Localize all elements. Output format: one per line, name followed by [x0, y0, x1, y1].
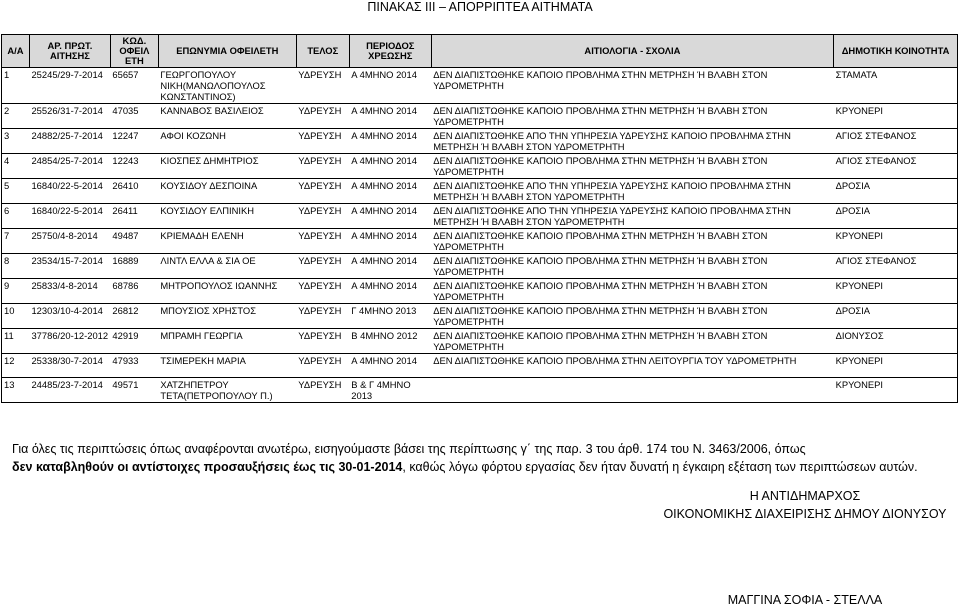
row-number: 2 [2, 104, 30, 129]
debtor-name: ΜΗΤΡΟΠΟΥΛΟΣ ΙΩΑΝΝΗΣ [158, 279, 296, 304]
page-title: ΠΙΝΑΚΑΣ ΙΙΙ – ΑΠΟΡΡΙΠΤΕΑ ΑΙΤΗΜΑΤΑ [367, 0, 593, 14]
signature-title-1: Η ΑΝΤΙΔΗΜΑΡΧΟΣ [749, 489, 861, 503]
reason-text: ΔΕΝ ΔΙΑΠΙΣΤΩΘΗΚΕ ΚΑΠΟΙΟ ΠΡΟΒΛΗΜΑ ΣΤΗΝ ΜΕΤΡΗΣΗ Ή ΒΛΑΒΗ ΣΤΟΝ ΥΔΡΟΜΕΤΡΗΤΗ [431, 304, 833, 329]
community-name: ΑΓΙΟΣ ΣΤΕΦΑΝΟΣ [834, 154, 958, 179]
fee-type: ΥΔΡΕΥΣΗ [296, 68, 349, 104]
fee-type: ΥΔΡΕΥΣΗ [296, 354, 349, 378]
table-row [2, 204, 958, 229]
community-name: ΚΡΥΟΝΕΡΙ [834, 229, 958, 254]
debtor-code: 26812 [110, 304, 158, 329]
debtor-code: 49571 [110, 378, 158, 403]
protocol-number: 25526/31-7-2014 [29, 104, 110, 129]
table-row [2, 229, 958, 254]
community-name: ΚΡΥΟΝΕΡΙ [834, 378, 958, 403]
community-name: ΔΙΟΝΥΣΟΣ [834, 329, 958, 354]
billing-period: Α 4ΜΗΝΟ 2014 [349, 154, 431, 179]
reason-text: ΔΕΝ ΔΙΑΠΙΣΤΩΘΗΚΕ ΚΑΠΟΙΟ ΠΡΟΒΛΗΜΑ ΣΤΗΝ ΜΕΤΡΗΣΗ Ή ΒΛΑΒΗ ΣΤΟΝ ΥΔΡΟΜΕΤΡΗΤΗ [431, 229, 833, 254]
reason-text: ΔΕΝ ΔΙΑΠΙΣΤΩΘΗΚΕ ΚΑΠΟΙΟ ΠΡΟΒΛΗΜΑ ΣΤΗΝ ΜΕΤΡΗΣΗ Ή ΒΛΑΒΗ ΣΤΟΝ ΥΔΡΟΜΕΤΡΗΤΗ [431, 254, 833, 279]
protocol-number: 24485/23-7-2014 [29, 378, 110, 403]
row-number: 5 [2, 179, 30, 204]
reason-text: ΔΕΝ ΔΙΑΠΙΣΤΩΘΗΚΕ ΚΑΠΟΙΟ ΠΡΟΒΛΗΜΑ ΣΤΗΝ ΜΕΤΡΗΣΗ Ή ΒΛΑΒΗ ΣΤΟΝ ΥΔΡΟΜΕΤΡΗΤΗ [431, 279, 833, 304]
debtor-name: ΤΣΙΜΕΡΕΚΗ ΜΑΡΙΑ [158, 354, 296, 378]
header-billing-period: ΠΕΡΙΟΔΟΣ ΧΡΕΩΣΗΣ [349, 35, 431, 68]
debtor-code: 42919 [110, 329, 158, 354]
table-header-row [2, 35, 958, 68]
header-protocol-number: ΑΡ. ΠΡΩΤ. ΑΙΤΗΣΗΣ [29, 35, 110, 68]
debtor-code: 68786 [110, 279, 158, 304]
table-row [2, 104, 958, 129]
billing-period: Α 4ΜΗΝΟ 2014 [349, 204, 431, 229]
reason-text: ΔΕΝ ΔΙΑΠΙΣΤΩΘΗΚΕ ΚΑΠΟΙΟ ΠΡΟΒΛΗΜΑ ΣΤΗΝ ΜΕΤΡΗΣΗ Ή ΒΛΑΒΗ ΣΤΟΝ ΥΔΡΟΜΕΤΡΗΤΗ [431, 329, 833, 354]
debtor-code: 47933 [110, 354, 158, 378]
reason-text: ΔΕΝ ΔΙΑΠΙΣΤΩΘΗΚΕ ΚΑΠΟΙΟ ΠΡΟΒΛΗΜΑ ΣΤΗΝ ΜΕΤΡΗΣΗ Ή ΒΛΑΒΗ ΣΤΟΝ ΥΔΡΟΜΕΤΡΗΤΗ [431, 104, 833, 129]
fee-type: ΥΔΡΕΥΣΗ [296, 254, 349, 279]
protocol-number: 24854/25-7-2014 [29, 154, 110, 179]
debtor-name: ΚΑΝΝΑΒΟΣ ΒΑΣΙΛΕΙΟΣ [158, 104, 296, 129]
debtor-name: ΜΠΡΑΜΗ ΓΕΩΡΓΙΑ [158, 329, 296, 354]
row-number: 6 [2, 204, 30, 229]
fee-type: ΥΔΡΕΥΣΗ [296, 154, 349, 179]
reason-text: ΔΕΝ ΔΙΑΠΙΣΤΩΘΗΚΕ ΑΠΟ ΤΗΝ ΥΠΗΡΕΣΙΑ ΥΔΡΕΥΣΗΣ ΚΑΠΟΙΟ ΠΡΟΒΛΗΜΑ ΣΤΗΝ ΜΕΤΡΗΣΗ Ή ΒΛΑΒΗ ΣΤΟΝ ΥΔΡΟΜΕΤΡΗΤΗ [431, 179, 833, 204]
footer-line-2 [12, 458, 958, 476]
debtor-code: 65657 [110, 68, 158, 104]
reason-text [431, 378, 833, 403]
debtor-name: ΜΠΟΥΣΙΟΣ ΧΡΗΣΤΟΣ [158, 304, 296, 329]
row-number: 9 [2, 279, 30, 304]
fee-type: ΥΔΡΕΥΣΗ [296, 204, 349, 229]
protocol-number: 12303/10-4-2014 [29, 304, 110, 329]
billing-period: Α 4ΜΗΝΟ 2014 [349, 68, 431, 104]
reason-text: ΔΕΝ ΔΙΑΠΙΣΤΩΘΗΚΕ ΑΠΟ ΤΗΝ ΥΠΗΡΕΣΙΑ ΥΔΡΕΥΣΗΣ ΚΑΠΟΙΟ ΠΡΟΒΛΗΜΑ ΣΤΗΝ ΜΕΤΡΗΣΗ Ή ΒΛΑΒΗ ΣΤΟΝ ΥΔΡΟΜΕΤΡΗΤΗ [431, 129, 833, 154]
protocol-number: 16840/22-5-2014 [29, 204, 110, 229]
community-name: ΑΓΙΟΣ ΣΤΕΦΑΝΟΣ [834, 254, 958, 279]
table-row [2, 68, 958, 104]
table-row [2, 329, 958, 354]
billing-period: Β 4ΜΗΝΟ 2012 [349, 329, 431, 354]
community-name: ΚΡΥΟΝΕΡΙ [834, 354, 958, 378]
billing-period: Α 4ΜΗΝΟ 2014 [349, 279, 431, 304]
debtor-name: ΚΙΟΣΠΕΣ ΔΗΜΗΤΡΙΟΣ [158, 154, 296, 179]
debtor-code: 16889 [110, 254, 158, 279]
row-number: 1 [2, 68, 30, 104]
community-name: ΚΡΥΟΝΕΡΙ [834, 104, 958, 129]
table-row [2, 254, 958, 279]
community-name: ΔΡΟΣΙΑ [834, 204, 958, 229]
fee-type: ΥΔΡΕΥΣΗ [296, 179, 349, 204]
debtor-name: ΚΡΙΕΜΑΔΗ ΕΛΕΝΗ [158, 229, 296, 254]
row-number: 3 [2, 129, 30, 154]
fee-type: ΥΔΡΕΥΣΗ [296, 378, 349, 403]
footer-line-1: Για όλες τις περιπτώσεις όπως αναφέρονται ανωτέρω, εισηγούμαστε βάσει της περίπτωσης γ΄ της παρ. 3 του άρθ. 174 του Ν. 3463/2006, όπως [12, 442, 806, 456]
footer-rest-text: , καθώς λόγω φόρτου εργασίας δεν ήταν δυνατή η έγκαιρη εξέταση των περιπτώσεων αυτών. [402, 460, 918, 474]
fee-type: ΥΔΡΕΥΣΗ [296, 129, 349, 154]
billing-period: Α 4ΜΗΝΟ 2014 [349, 179, 431, 204]
reason-text: ΔΕΝ ΔΙΑΠΙΣΤΩΘΗΚΕ ΚΑΠΟΙΟ ΠΡΟΒΛΗΜΑ ΣΤΗΝ ΜΕΤΡΗΣΗ Ή ΒΛΑΒΗ ΣΤΟΝ ΥΔΡΟΜΕΤΡΗΤΗ [431, 154, 833, 179]
protocol-number: 25833/4-8-2014 [29, 279, 110, 304]
billing-period: Α 4ΜΗΝΟ 2014 [349, 104, 431, 129]
row-number: 13 [2, 378, 30, 403]
debtor-code: 12243 [110, 154, 158, 179]
row-number: 12 [2, 354, 30, 378]
debtor-code: 26411 [110, 204, 158, 229]
rejected-requests-table [1, 34, 958, 403]
debtor-code: 49487 [110, 229, 158, 254]
fee-type: ΥΔΡΕΥΣΗ [296, 304, 349, 329]
debtor-code: 47035 [110, 104, 158, 129]
debtor-name: ΑΦΟΙ ΚΟΖΩΝΗ [158, 129, 296, 154]
community-name: ΑΓΙΟΣ ΣΤΕΦΑΝΟΣ [834, 129, 958, 154]
billing-period: Α 4ΜΗΝΟ 2014 [349, 129, 431, 154]
debtor-code: 26410 [110, 179, 158, 204]
fee-type: ΥΔΡΕΥΣΗ [296, 329, 349, 354]
community-name: ΣΤΑΜΑΤΑ [834, 68, 958, 104]
table-row [2, 378, 958, 403]
signature-title-2: ΟΙΚΟΝΟΜΙΚΗΣ ΔΙΑΧΕΙΡΙΣΗΣ ΔΗΜΟΥ ΔΙΟΝΥΣΟΥ [663, 507, 947, 521]
header-community: ΔΗΜΟΤΙΚΗ ΚΟΙΝΟΤΗΤΑ [834, 35, 958, 68]
table-row [2, 304, 958, 329]
community-name: ΔΡΟΣΙΑ [834, 179, 958, 204]
header-reason: ΑΙΤΙΟΛΟΓΙΑ - ΣΧΟΛΙΑ [431, 35, 833, 68]
billing-period: Β & Γ 4ΜΗΝΟ 2013 [349, 378, 431, 403]
row-number: 7 [2, 229, 30, 254]
header-debtor-code: ΚΩΔ. ΟΦΕΙΛ ΕΤΗ [110, 35, 158, 68]
row-number: 10 [2, 304, 30, 329]
community-name: ΚΡΥΟΝΕΡΙ [834, 279, 958, 304]
reason-text: ΔΕΝ ΔΙΑΠΙΣΤΩΘΗΚΕ ΑΠΟ ΤΗΝ ΥΠΗΡΕΣΙΑ ΥΔΡΕΥΣΗΣ ΚΑΠΟΙΟ ΠΡΟΒΛΗΜΑ ΣΤΗΝ ΜΕΤΡΗΣΗ Ή ΒΛΑΒΗ ΣΤΟΝ ΥΔΡΟΜΕΤΡΗΤΗ [431, 204, 833, 229]
protocol-number: 25338/30-7-2014 [29, 354, 110, 378]
protocol-number: 25245/29-7-2014 [29, 68, 110, 104]
table-row [2, 179, 958, 204]
row-number: 8 [2, 254, 30, 279]
billing-period: Γ 4ΜΗΝΟ 2013 [349, 304, 431, 329]
fee-type: ΥΔΡΕΥΣΗ [296, 104, 349, 129]
table-row [2, 354, 958, 378]
billing-period: Α 4ΜΗΝΟ 2014 [349, 254, 431, 279]
protocol-number: 37786/20-12-2012 [29, 329, 110, 354]
row-number: 4 [2, 154, 30, 179]
protocol-number: 25750/4-8-2014 [29, 229, 110, 254]
debtor-name: ΛΙΝΤΛ ΕΛΛΑ & ΣΙΑ ΟΕ [158, 254, 296, 279]
table-row [2, 279, 958, 304]
header-aa: Α/Α [2, 35, 30, 68]
row-number: 11 [2, 329, 30, 354]
debtor-name: ΓΕΩΡΓΟΠΟΥΛΟΥ ΝΙΚΗ(ΜΑΝΩΛΟΠΟΥΛΟΣ ΚΩΝΣΤΑΝΤΙΝΟΣ) [158, 68, 296, 104]
debtor-name: ΚΟΥΣΙΔΟΥ ΕΛΠΙΝΙΚΗ [158, 204, 296, 229]
reason-text: ΔΕΝ ΔΙΑΠΙΣΤΩΘΗΚΕ ΚΑΠΟΙΟ ΠΡΟΒΛΗΜΑ ΣΤΗΝ ΛΕΙΤΟΥΡΓΙΑ ΤΟΥ ΥΔΡΟΜΕΤΡΗΤΗ [431, 354, 833, 378]
signature-name: ΜΑΓΓΙΝΑ ΣΟΦΙΑ - ΣΤΕΛΛΑ [727, 593, 883, 607]
protocol-number: 23534/15-7-2014 [29, 254, 110, 279]
debtor-code: 12247 [110, 129, 158, 154]
table-row [2, 129, 958, 154]
debtor-name: ΚΟΥΣΙΔΟΥ ΔΕΣΠΟΙΝΑ [158, 179, 296, 204]
community-name: ΔΡΟΣΙΑ [834, 304, 958, 329]
footer-bold-text: δεν καταβληθούν οι αντίστοιχες προσαυξήσεις έως τις 30-01-2014 [12, 460, 403, 474]
table-row [2, 154, 958, 179]
debtor-name: ΧΑΤΖΗΠΕΤΡΟΥ ΤΕΤΑ(ΠΕΤΡΟΠΟΥΛΟΥ Π.) [158, 378, 296, 403]
header-fee: ΤΕΛΟΣ [296, 35, 349, 68]
fee-type: ΥΔΡΕΥΣΗ [296, 229, 349, 254]
reason-text: ΔΕΝ ΔΙΑΠΙΣΤΩΘΗΚΕ ΚΑΠΟΙΟ ΠΡΟΒΛΗΜΑ ΣΤΗΝ ΜΕΤΡΗΣΗ Ή ΒΛΑΒΗ ΣΤΟΝ ΥΔΡΟΜΕΤΡΗΤΗ [431, 68, 833, 104]
protocol-number: 16840/22-5-2014 [29, 179, 110, 204]
footer-text [12, 440, 958, 476]
billing-period: Α 4ΜΗΝΟ 2014 [349, 354, 431, 378]
protocol-number: 24882/25-7-2014 [29, 129, 110, 154]
fee-type: ΥΔΡΕΥΣΗ [296, 279, 349, 304]
header-debtor-name: ΕΠΩΝΥΜΙΑ ΟΦΕΙΛΕΤΗ [158, 35, 296, 68]
billing-period: Α 4ΜΗΝΟ 2014 [349, 229, 431, 254]
